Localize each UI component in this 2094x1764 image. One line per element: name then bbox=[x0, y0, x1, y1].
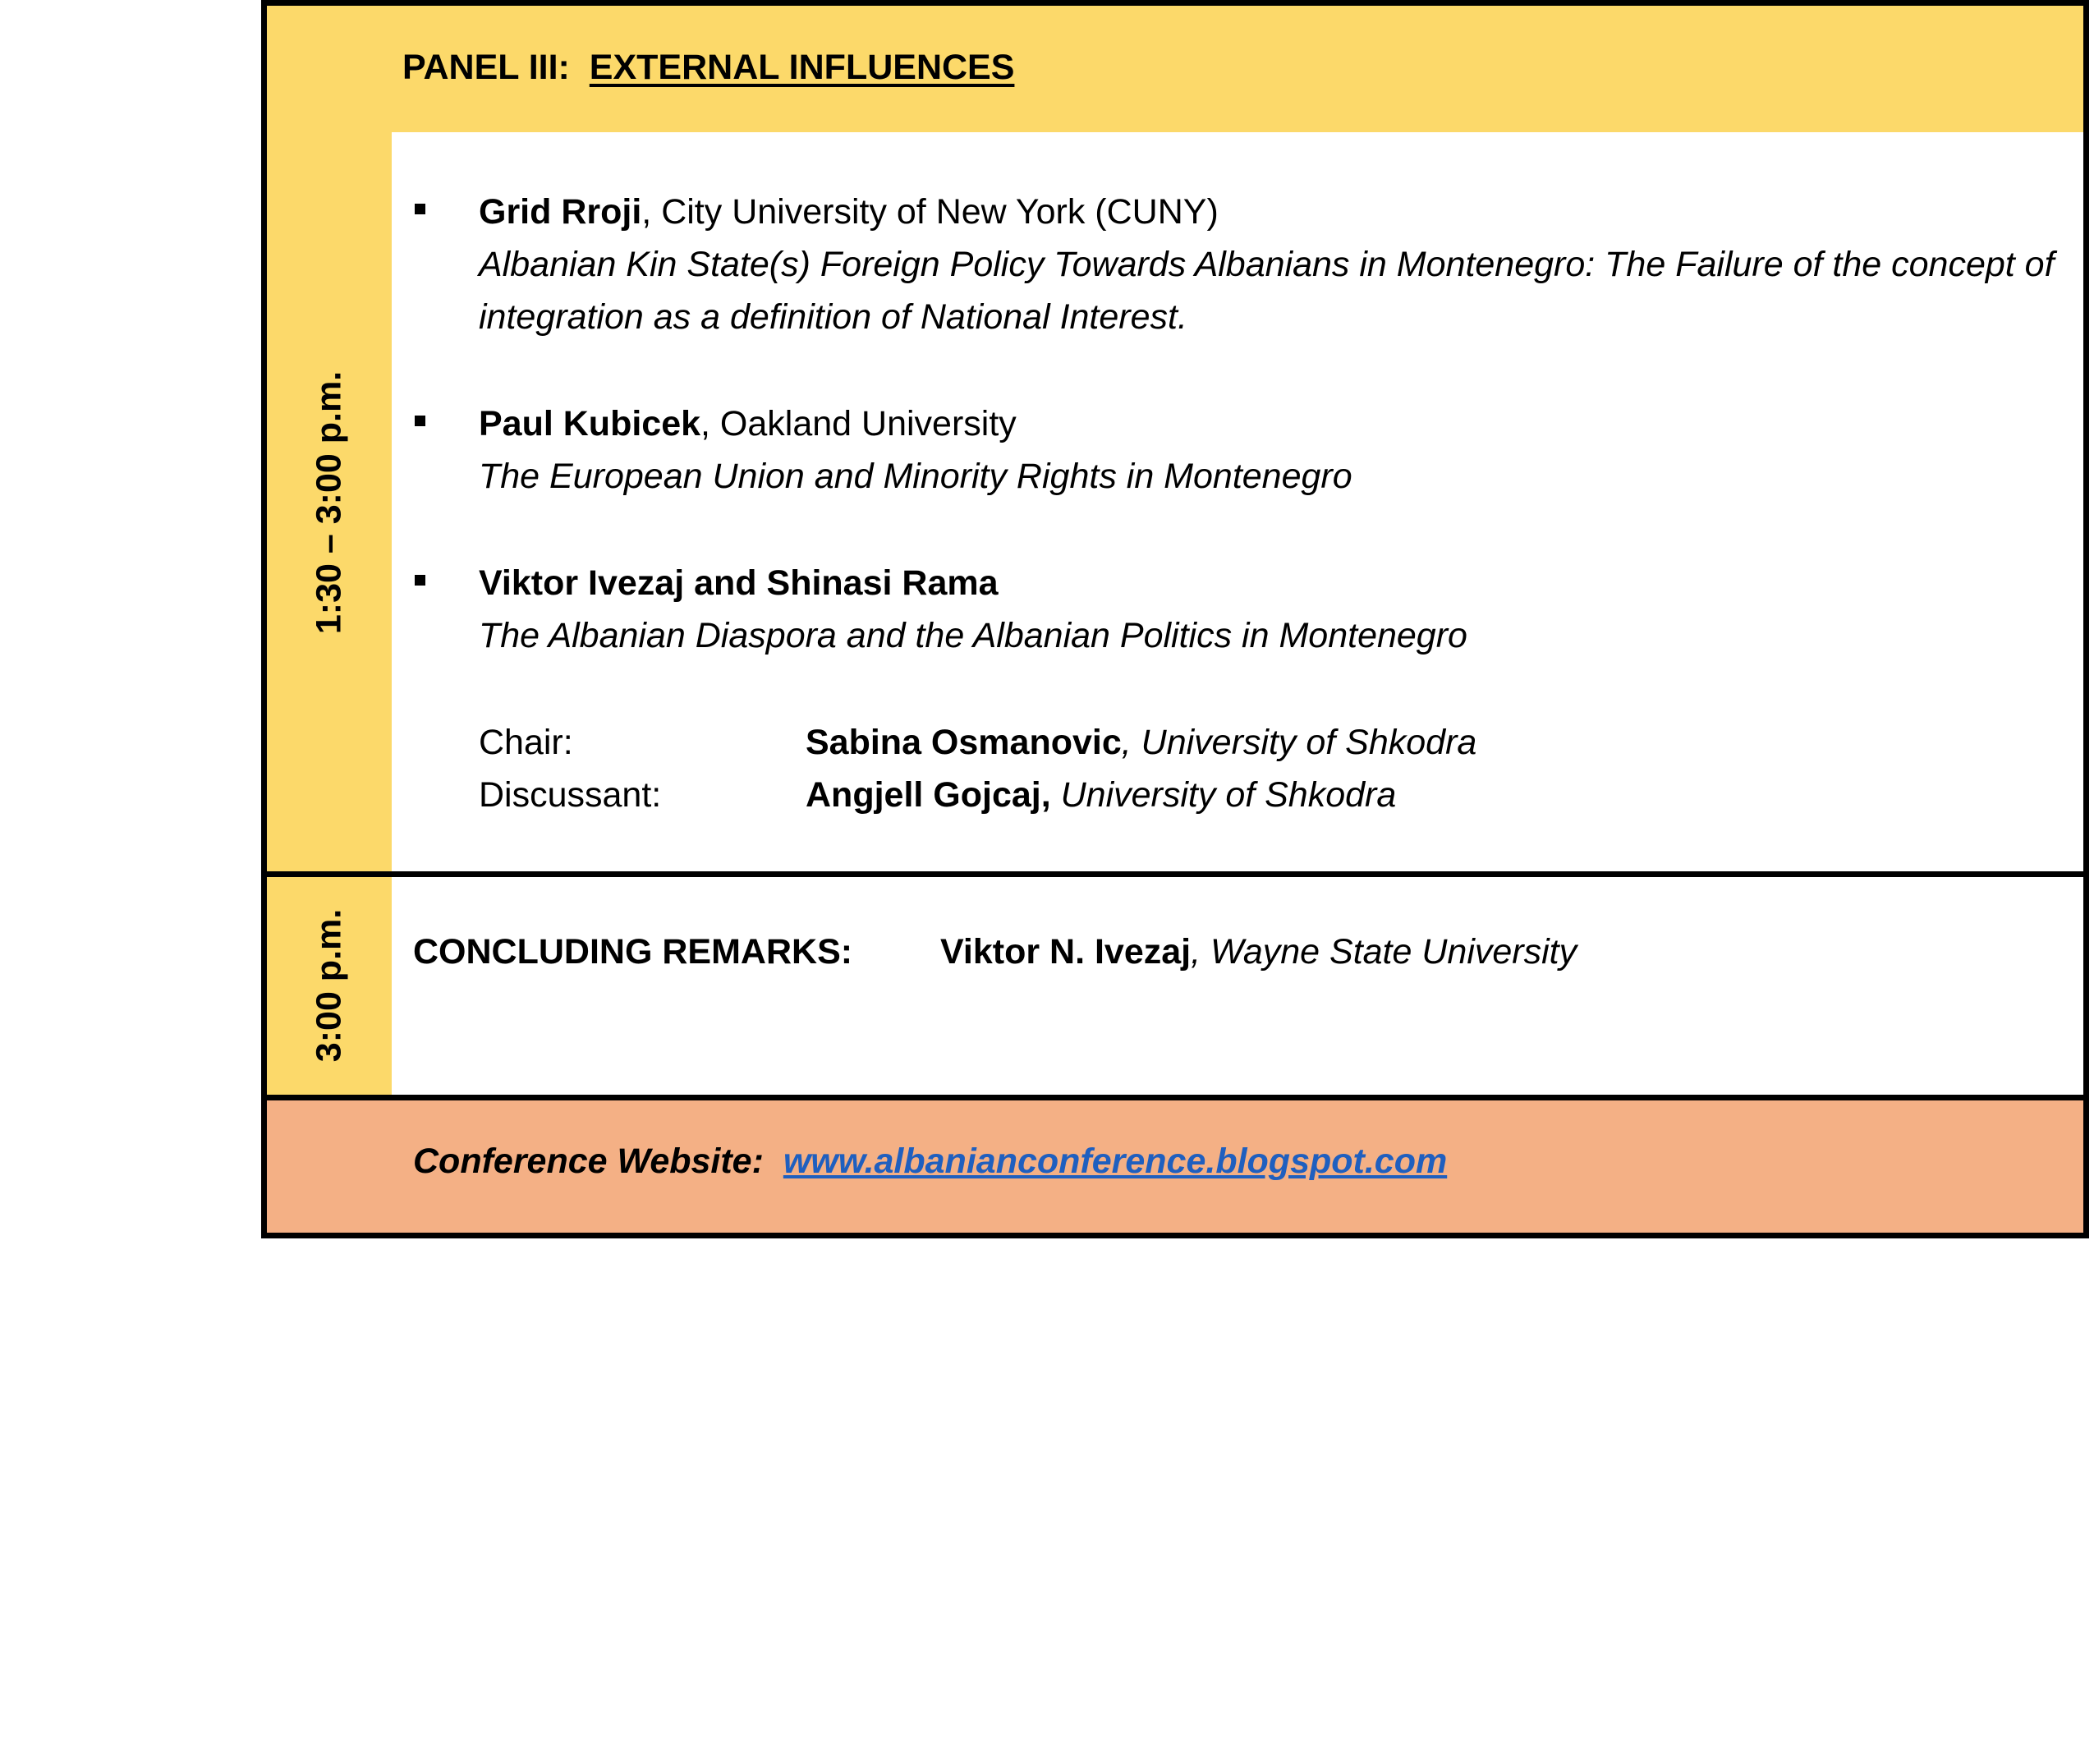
panel-content bbox=[415, 186, 2065, 821]
bullet-icon bbox=[415, 204, 425, 214]
presentation-item bbox=[415, 186, 2065, 343]
presenter-name: Grid Rroji bbox=[479, 192, 642, 232]
discussant-name: Angjell Gojcaj, bbox=[806, 775, 1051, 815]
chair-row bbox=[479, 716, 2065, 769]
chair-affiliation: , University of Shkodra bbox=[1121, 723, 1477, 762]
panel-label: PANEL III: bbox=[402, 48, 570, 87]
presenter-affiliation: , Oakland University bbox=[700, 404, 1017, 443]
concluding-affiliation: , Wayne State University bbox=[1191, 932, 1577, 972]
row-divider bbox=[261, 1095, 2089, 1100]
presentation-title: The European Union and Minority Rights in Montenegro bbox=[479, 457, 1352, 496]
presentation-item bbox=[415, 557, 2065, 662]
concluding-speaker: Viktor N. Ivezaj bbox=[940, 932, 1192, 972]
presenter-name: Viktor Ivezaj and Shinasi Rama bbox=[479, 563, 999, 603]
presentation-title: Albanian Kin State(s) Foreign Policy Towards Albanians in Montenegro: The Failure of the concept of integration as a definition of National Interest. bbox=[479, 245, 2055, 337]
website-line bbox=[413, 1142, 1447, 1182]
website-link[interactable]: www.albanianconference.blogspot.com bbox=[783, 1142, 1448, 1181]
panel-title bbox=[402, 48, 1014, 88]
discussant-label: Discussant: bbox=[479, 775, 662, 815]
concluding-remarks bbox=[413, 932, 1577, 972]
presenter-name: Paul Kubicek bbox=[479, 404, 701, 443]
panel-name: EXTERNAL INFLUENCES bbox=[589, 48, 1015, 87]
concluding-time: 3:00 p.m. bbox=[309, 908, 349, 1063]
bullet-icon bbox=[415, 575, 425, 586]
presenter-affiliation: , City University of New York (CUNY) bbox=[641, 192, 1219, 232]
chair-name: Sabina Osmanovic bbox=[806, 723, 1122, 762]
panel-time: 1:30 – 3:00 p.m. bbox=[309, 370, 349, 635]
website-label: Conference Website: bbox=[413, 1142, 764, 1181]
chair-discussant-block bbox=[415, 716, 2065, 821]
presentation-item bbox=[415, 397, 2065, 503]
presentation-title: The Albanian Diaspora and the Albanian Politics in Montenegro bbox=[479, 616, 1467, 655]
chair-label: Chair: bbox=[479, 723, 573, 762]
discussant-row bbox=[479, 769, 2065, 821]
bullet-icon bbox=[415, 416, 425, 426]
discussant-affiliation: University of Shkodra bbox=[1050, 775, 1397, 815]
concluding-label: CONCLUDING REMARKS: bbox=[413, 932, 853, 972]
row-divider bbox=[261, 871, 2089, 877]
